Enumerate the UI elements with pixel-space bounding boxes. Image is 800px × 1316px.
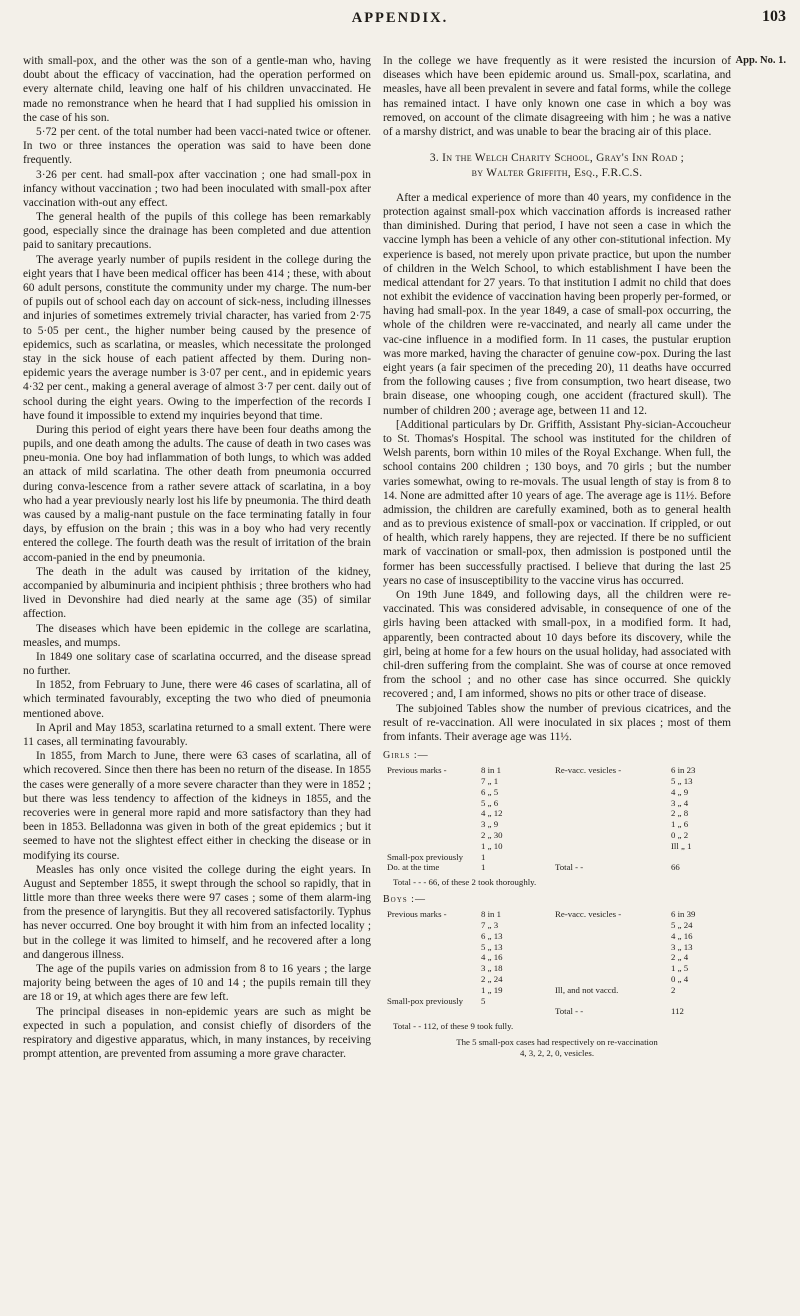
table-cell: Previous marks - [387, 765, 447, 776]
left-paragraph: During this period of eight years there have been four deaths among the pupils, and one death among the adults. The cause of death in two cases was pneu-monia. One boy had inflammation of both lungs, to which was added an attack of mild scarlatina. The other death from pneumonia occurred during conva-lescence from a rather severe attack of scarlatina, in a boy who had a year previously nearly lost his life by pneumonia. The third death was caused by a malig-nant pustule on the face terminating fatally in four days, by effusion on the brain ; this was in a boy who had very recently entered the college. The fourth death was the result of irritation of the brain accom-panied in the end by pneumonia. [23, 423, 371, 564]
right-paragraph: After a medical experience of more than 40 years, my confidence in the protection against small-pox which vaccination affords is increased rather than diminished. During that period, I have not seen a case in which the vaccine lymph has been a vehicle of any other con-stitutional infection. My experience is based, not merely upon private practice, but upon the number of children in the Welch School, to which establishment I have been the medical attendant for 27 years. To that institution I admit no child that does not exhibit the evidence of vaccination having been properly per-formed, or having had small-pox. In the year 1849, a case of small-pox occurring, the whole of the children were re-vaccinated, and nearly all came under the vac-cine influence in a modified form. In 11 cases, the pustular eruption was more marked, having the character of genuine cow-pox. During the last eight years (a fair specimen of the preceding 20), 11 deaths have occurred from the following causes ; five from consumption, two heart disease, two brain disease, one whooping cough, one accident (fractured skull). The number of children 200 ; average age, between 11 and 12. [383, 191, 731, 417]
right-column [383, 54, 731, 1058]
appendix-side-label: App. No. 1. [735, 55, 786, 66]
table-cell: 6 in 23 [671, 765, 696, 776]
table-cell: 8 in 1 [481, 765, 502, 776]
table-cell: Total - - [555, 862, 584, 873]
girls-table [383, 750, 731, 888]
table-cell: 2 „ 30 [481, 830, 503, 841]
left-paragraph: The principal diseases in non-epidemic years are such as might be expected in such a population, and consist chiefly of disorders of the respiratory and digestive apparatus, which, in many instances, by receiving prompt attention, are prevented from assuming a more grave character. [23, 1005, 371, 1061]
table-cell: 5 „ 13 [481, 941, 503, 952]
table-row [383, 920, 731, 931]
table-cell: 3 „ 18 [481, 963, 503, 974]
girls-table-grid [383, 765, 731, 873]
table-cell: 2 „ 8 [671, 808, 689, 819]
left-paragraph: In April and May 1853, scarlatina returned to a small extent. There were 11 cases, all terminating favourably. [23, 721, 371, 748]
right-paragraphs [383, 191, 731, 744]
table-cell: 1 [481, 851, 486, 862]
table-cell: 1 „ 6 [671, 819, 689, 830]
table-row [383, 931, 731, 942]
table-cell: 6 „ 5 [481, 786, 499, 797]
right-paragraph: On 19th June 1849, and following days, all the children were re-vaccinated. This was considered advisable, in consequence of one of the girls having been attacked with small-pox, in a modified form. It had, apparently, been contracted about 10 days before its discovery, while the girl, being at home for a few hours on the usual holiday, had associated with chil-dren suffering from the complaint. She was of course at once removed from the school ; and no other case has since occurred. She quickly recovered ; and, I am informed, shows no pits or other trace of disease. [383, 589, 731, 701]
table-row [383, 952, 731, 963]
boys-table-total: Total - - 112, of these 9 took fully. [393, 1021, 514, 1032]
table-cell: Previous marks - [387, 909, 447, 920]
section-heading [383, 151, 731, 181]
table-row [383, 765, 731, 776]
table-cell: 1 „ 5 [671, 963, 689, 974]
table-cell: Ill „ 1 [671, 840, 692, 851]
table-row [383, 776, 731, 787]
table-cell: 1 [481, 862, 486, 873]
table-cell: Do. at the time [387, 862, 440, 873]
left-paragraph: The average yearly number of pupils resident in the college during the eight years that I have been medical officer has been 414 ; these, with about 60 adult persons, constitute the community under my charge. The num-ber of pupils out of school each day on account of sick-ness, including illnesses and injuries of sometimes extremely trivial character, has varied from 2·75 to 5·05 per cent., the higher number being caused by the presence of epidemics, such as scarlatina, or measles, which necessitate the prolonged stay in the sick house of each patient affected by them. During non-epidemic years the average number is 3·07 per cent., and in epidemic years 4·32 per cent., making a general average of almost 3·7 per cent. daily out of school during the eight years. Owing to the imperfection of the records I have found it impossible to extend my inquiries beyond that time. [23, 253, 371, 422]
table-cell: 4 „ 9 [671, 786, 689, 797]
left-column [23, 54, 371, 1061]
left-paragraph: 5·72 per cent. of the total number had been vacci-nated twice or oftener. In two or three instances the operation was said to have been done frequently. [23, 125, 371, 167]
left-paragraph: In 1855, from March to June, there were 63 cases of scarlatina, all of which recovered. Since then there has been no return of the disease. In 1855 the cases were generally of a more severe character than they were in 1852 ; but there was less tendency to affection of the kidneys in 1855, and the recoveries were in general more rapid and more satisfactory than they had been in 1853. Belladonna was given in both of the great epidemics ; but it seemed to have not the slightest effect either in checking the disease or in modifying its course. [23, 750, 371, 862]
table-cell: 7 „ 3 [481, 919, 499, 930]
table-cell: 3 „ 4 [671, 797, 689, 808]
boys-table-note-line2: 4, 3, 2, 2, 0, vesicles. [519, 1047, 595, 1058]
right-paragraph: The subjoined Tables show the number of previous cicatrices, and the result of re-vaccination. All were inoculated in six places ; most of them from infants. Their average age was 11½. [383, 702, 731, 743]
table-cell: 112 [671, 1006, 684, 1017]
table-row [383, 841, 731, 852]
table-row [383, 909, 731, 920]
table-cell: 1 „ 19 [481, 984, 503, 995]
section-heading-title: 3. In the Welch Charity School, Gray's Inn Road ; [429, 152, 685, 165]
table-cell: 2 [671, 984, 676, 995]
left-paragraph: The death in the adult was caused by irritation of the kidney, accompanied by albuminuria and incipient phthisis ; three brothers who had lived in Devonshire had died nearly at the same age (35) of similar affection. [23, 565, 371, 621]
table-cell: Re-vacc. vesicles - [555, 909, 622, 920]
girls-table-title: Girls :— [383, 750, 429, 762]
table-cell: Re-vacc. vesicles - [555, 765, 622, 776]
table-cell: 5 „ 24 [671, 919, 693, 930]
boys-table-note-line1: The 5 small-pox cases had respectively on re-vaccination [456, 1036, 658, 1047]
table-cell: 2 „ 4 [671, 952, 689, 963]
intro-paragraph: In the college we have frequently as it were resisted the incursion of diseases which have been epidemic around us. Small-pox, scarlatina, and measles, have all been prevalent in severe and fatal forms, while the college has remained intact. I have only known one case in which a boy was removed, on account of the climate disagreeing with him ; he was a native of a marshy district, and was unable to bear the bracing air of this place. [383, 55, 731, 138]
section-heading-author: by Walter Griffith, Esq., F.R.C.S. [471, 166, 643, 179]
left-paragraph: The general health of the pupils of this college has been remarkably good, especially since the drainage has been completed and due attention paid to sanitary precautions. [23, 211, 371, 252]
table-cell: Ill, and not vaccd. [555, 984, 619, 995]
table-cell: 6 „ 13 [481, 930, 503, 941]
table-cell: 4 „ 16 [481, 952, 503, 963]
table-row [383, 963, 731, 974]
boys-table-title: Boys :— [383, 893, 426, 905]
left-paragraph: with small-pox, and the other was the son of a gentle-man who, having doubt about the efficacy of vaccination, had the operation performed on every alternate child, leaving one half of his children unvaccinated. He made no remonstrance when he heard that I had supplied his omission in the case of his son. [23, 55, 371, 124]
table-row [383, 798, 731, 809]
table-cell: Small-pox previously [387, 995, 463, 1006]
table-cell: 0 „ 2 [671, 830, 689, 841]
table-row [383, 830, 731, 841]
table-cell: 0 „ 4 [671, 973, 689, 984]
table-cell: 5 [481, 995, 486, 1006]
table-row [383, 1006, 731, 1017]
table-row [383, 819, 731, 830]
table-cell: 66 [671, 862, 680, 873]
girls-table-total: Total - - - 66, of these 2 took thoroughly. [393, 877, 537, 888]
table-cell: 4 „ 16 [671, 930, 693, 941]
table-row [383, 787, 731, 798]
table-cell: 5 „ 6 [481, 797, 499, 808]
table-cell: 6 in 39 [671, 909, 696, 920]
table-cell: 3 „ 9 [481, 819, 499, 830]
page-number: 103 [762, 8, 786, 25]
table-row [383, 974, 731, 985]
table-row [383, 942, 731, 953]
boys-table-grid [383, 909, 731, 1017]
left-paragraph: The age of the pupils varies on admission from 8 to 16 years ; the large majority being between the ages of 10 and 14 ; the pupils remain till they are 18 or 19, at which ages there are few left. [23, 963, 371, 1004]
table-row [383, 985, 731, 996]
left-paragraph: In 1852, from February to June, there were 46 cases of scarlatina, all of which terminated favourably, excepting the two who died of pneumonia mentioned above. [23, 679, 371, 720]
table-cell: 2 „ 24 [481, 973, 503, 984]
running-header-title: APPENDIX. [351, 10, 449, 26]
table-row [383, 808, 731, 819]
table-cell: 8 in 1 [481, 909, 502, 920]
table-row [383, 852, 731, 863]
table-cell: 4 „ 12 [481, 808, 503, 819]
left-paragraph: In 1849 one solitary case of scarlatina occurred, and the disease spread no further. [23, 650, 371, 678]
left-paragraph: 3·26 per cent. had small-pox after vaccination ; one had small-pox in infancy without vaccination ; two had been inoculated with small-pox after vaccination with-out any effect. [23, 168, 371, 209]
table-cell: 1 „ 10 [481, 840, 503, 851]
table-row [383, 862, 731, 873]
boys-table [383, 894, 731, 1058]
table-cell: Small-pox previously [387, 851, 463, 862]
table-cell: 5 „ 13 [671, 776, 693, 787]
left-paragraph: Measles has only once visited the college during the eight years. In August and September 1855, it swept through the school so rapidly, that in little more than three weeks there were 97 cases ; some of them alarm-ing from the presence of laryngitis. But they all recovered satisfactorily. Typhus has never occurred. One boy brought it with him from an infected locality ; but in the college it was limited to himself, and he recovered after a long and dangerous illness. [23, 863, 371, 961]
table-row [383, 996, 731, 1007]
table-cell: 7 „ 1 [481, 776, 499, 787]
right-paragraph: [Additional particulars by Dr. Griffith, Assistant Phy-sician-Accoucheur to St. Thomas's Hospital. The school was instituted for the children of Welsh parents, born within 10 miles of the Royal Exchange. When full, the school contains 200 children ; 130 boys, and 70 girls ; but the number varies somewhat, owing to re-movals. The usual length of stay is from 8 to 14. None are admitted after 10 years of age. The average age is 11½. Before admission, the children are carefully examined, both as to general health and as to previous existence of small-pox or vaccination. If crippled, or out of health, which rarely happens, they are rejected. If there be no sufficient mark of vaccination or small-pox, then admission is postponed until the former has been successfully practised. I believe that during the last 25 years no case of insusceptibility to the vaccine virus has occurred. [383, 418, 731, 587]
table-cell: Total - - [555, 1006, 584, 1017]
left-paragraph: The diseases which have been epidemic in the college are scarlatina, measles, and mumps. [23, 622, 371, 649]
table-cell: 3 „ 13 [671, 941, 693, 952]
